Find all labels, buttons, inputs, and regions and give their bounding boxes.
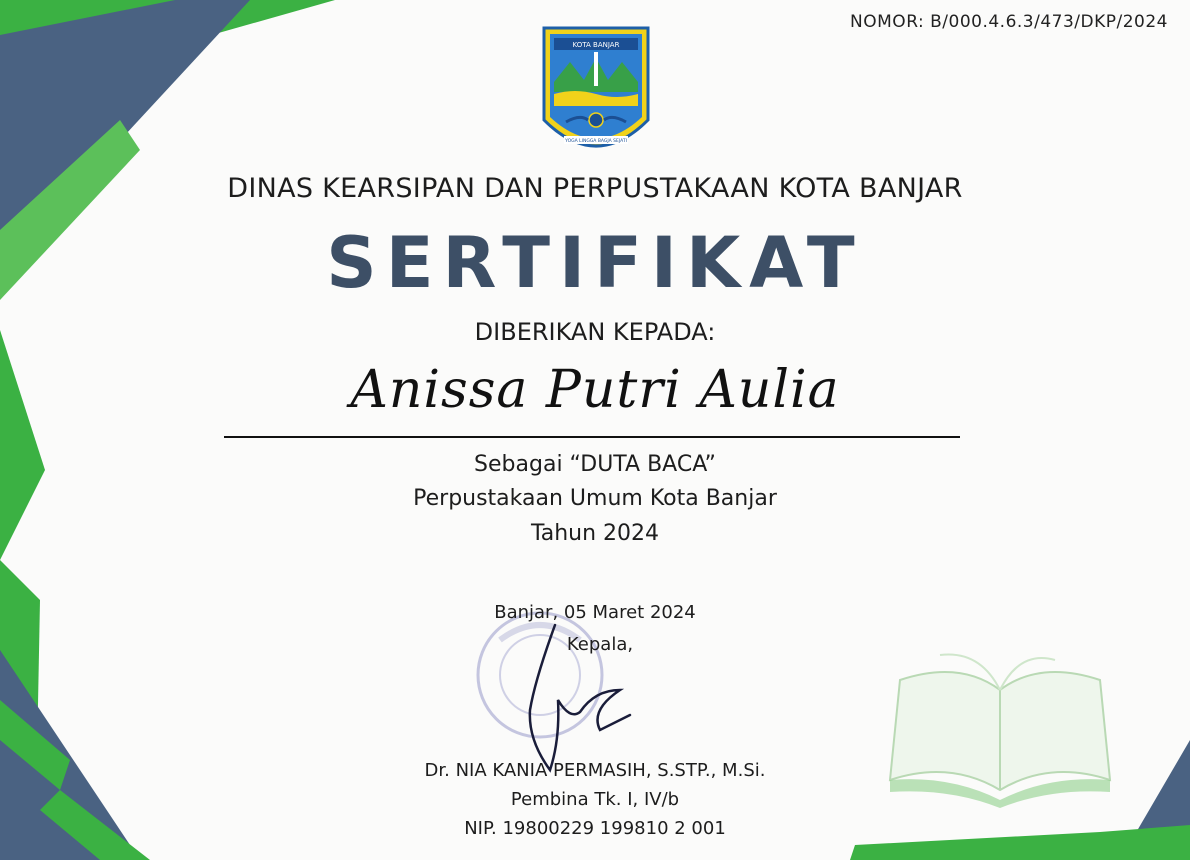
institution-line: Perpustakaan Umum Kota Banjar — [413, 486, 777, 511]
open-book-icon — [880, 650, 1120, 810]
signature-stroke — [530, 625, 630, 770]
given-to-label: DIBERIKAN KEPADA: — [474, 318, 716, 346]
emblem-monument — [594, 52, 598, 86]
signatory-position: Kepala, — [566, 634, 634, 655]
certificate-title: SERTIFIKAT — [326, 222, 864, 304]
handwritten-signature — [500, 620, 650, 780]
emblem-top-text: KOTA BANJAR — [572, 41, 620, 49]
kota-banjar-emblem — [540, 22, 652, 162]
emblem-motto: YOGA LINGGA BAGJA SEJATI — [565, 139, 627, 144]
role-line: Sebagai “DUTA BACA” — [474, 452, 716, 477]
recipient-underline — [224, 436, 960, 438]
place-date: Banjar, 05 Maret 2024 — [494, 602, 696, 623]
certificate-number: NOMOR: B/000.4.6.3/473/DKP/2024 — [850, 12, 1168, 32]
recipient-name: Anissa Putri Aulia — [350, 360, 840, 420]
agency-name: DINAS KEARSIPAN DAN PERPUSTAKAAN KOTA BANJAR — [227, 173, 963, 204]
signatory-nip: NIP. 19800229 199810 2 001 — [464, 818, 726, 839]
signatory-name: Dr. NIA KANIA PERMASIH, S.STP., M.Si. — [424, 760, 766, 781]
emblem-wheel — [589, 113, 603, 127]
year-line: Tahun 2024 — [530, 521, 660, 546]
signatory-rank: Pembina Tk. I, IV/b — [510, 789, 680, 810]
